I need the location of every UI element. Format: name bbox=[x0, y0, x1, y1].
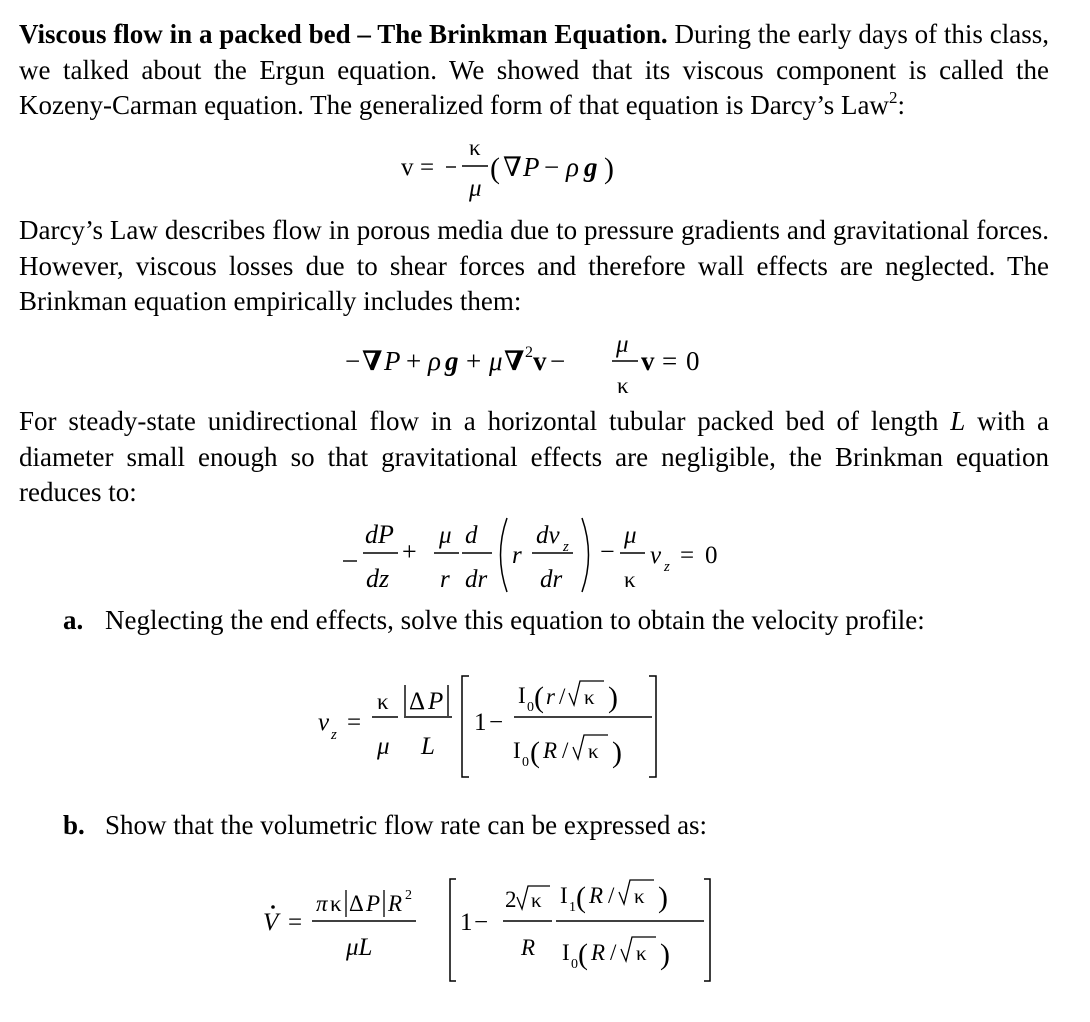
svg-text:∇: ∇ bbox=[362, 346, 383, 376]
svg-text:dr: dr bbox=[540, 566, 563, 593]
svg-text:=: = bbox=[680, 542, 695, 569]
svg-text:g: g bbox=[584, 152, 598, 182]
darcy-paragraph: Darcy’s Law describes flow in porous media due to pressure gradients and gravitational forces. However, viscous losses due to shear forces and therefore wall effects are neglected. The Brinkman equation empirically includes them: bbox=[19, 215, 1049, 316]
svg-text:2: 2 bbox=[405, 888, 412, 903]
svg-text:1: 1 bbox=[474, 709, 487, 736]
svg-text:d: d bbox=[465, 522, 478, 549]
svg-text:∇: ∇ bbox=[503, 152, 522, 182]
svg-text:I: I bbox=[560, 883, 568, 908]
svg-text:(: ( bbox=[534, 681, 544, 714]
part-a-label: a. bbox=[63, 605, 84, 635]
svg-text:0: 0 bbox=[686, 346, 700, 376]
svg-text:dr: dr bbox=[465, 566, 488, 593]
svg-text:−: − bbox=[600, 537, 615, 566]
svg-text:dP: dP bbox=[365, 520, 394, 549]
svg-text:v: v bbox=[533, 346, 547, 376]
svg-text:(: ( bbox=[490, 152, 500, 185]
svg-text:(: ( bbox=[578, 938, 588, 971]
svg-text:μ: μ bbox=[616, 331, 629, 358]
svg-text:−: − bbox=[550, 346, 566, 376]
svg-text:v: v bbox=[650, 542, 662, 569]
svg-text:μ: μ bbox=[489, 346, 503, 376]
svg-text:r: r bbox=[440, 566, 450, 593]
svg-text:Δ: Δ bbox=[349, 891, 364, 916]
svg-text:): ) bbox=[612, 736, 622, 769]
svg-text:v: v bbox=[641, 346, 655, 376]
svg-text:): ) bbox=[608, 681, 618, 714]
svg-text:κ: κ bbox=[588, 739, 599, 763]
svg-text:+: + bbox=[402, 537, 417, 566]
footnote-mark: 2 bbox=[888, 88, 898, 107]
svg-text:0: 0 bbox=[571, 957, 578, 972]
svg-text:+: + bbox=[406, 346, 422, 376]
svg-text:P: P bbox=[523, 152, 540, 182]
svg-text:/: / bbox=[610, 940, 617, 965]
svg-text:1: 1 bbox=[569, 900, 576, 915]
svg-text:κ: κ bbox=[330, 891, 342, 916]
svg-text:dv: dv bbox=[536, 522, 560, 549]
svg-text:=: = bbox=[420, 154, 435, 181]
svg-text:R: R bbox=[388, 891, 403, 916]
svg-text:P: P bbox=[428, 688, 444, 715]
svg-text:P: P bbox=[384, 346, 401, 376]
svg-text:κ: κ bbox=[584, 685, 595, 709]
svg-text:κ: κ bbox=[531, 888, 542, 912]
svg-text:): ) bbox=[660, 938, 670, 971]
svg-text:I: I bbox=[562, 940, 570, 965]
svg-text:+: + bbox=[466, 346, 482, 376]
svg-text:z: z bbox=[563, 539, 569, 555]
reduction-text-before: For steady-state unidirectional flow in a horizontal tubular packed bed of length bbox=[19, 406, 951, 436]
svg-text:R: R bbox=[591, 940, 606, 965]
svg-text:(: ( bbox=[530, 736, 540, 769]
svg-text:): ) bbox=[658, 881, 668, 914]
svg-text:0: 0 bbox=[705, 542, 718, 569]
svg-text:=: = bbox=[662, 346, 678, 376]
svg-text:/: / bbox=[608, 883, 615, 908]
svg-text:μ: μ bbox=[624, 522, 637, 549]
svg-text:Δ: Δ bbox=[409, 688, 426, 715]
svg-text:P: P bbox=[366, 891, 381, 916]
reduction-text-after: with a diameter small enough so that gravitational effects are negligible, the Brinkman equation reduces to: bbox=[19, 406, 1049, 507]
svg-text:κ: κ bbox=[377, 689, 389, 714]
svg-text:dz: dz bbox=[366, 564, 390, 593]
part-b-text: Show that the volumetric flow rate can be expressed as: bbox=[105, 810, 708, 840]
svg-text:V: V bbox=[263, 909, 279, 936]
svg-text:μL: μL bbox=[346, 934, 373, 961]
svg-text:z: z bbox=[331, 727, 337, 743]
svg-text:π: π bbox=[316, 891, 328, 916]
part-a-text: Neglecting the end effects, solve this equation to obtain the velocity profile: bbox=[105, 605, 925, 635]
svg-text:−: − bbox=[544, 152, 560, 182]
svg-text:/: / bbox=[562, 738, 569, 763]
svg-text:r: r bbox=[512, 542, 522, 569]
intro-text-line1: During the early days of this bbox=[667, 19, 983, 49]
svg-text:κ: κ bbox=[617, 373, 629, 398]
svg-text:μ: μ bbox=[469, 175, 482, 202]
svg-text:2: 2 bbox=[525, 344, 533, 361]
svg-text:0: 0 bbox=[527, 700, 534, 715]
svg-text:−: − bbox=[489, 709, 504, 736]
svg-text:v: v bbox=[401, 154, 414, 181]
svg-text:r: r bbox=[546, 684, 555, 709]
svg-text:v: v bbox=[318, 709, 330, 736]
svg-text:g: g bbox=[445, 346, 459, 376]
svg-text:ρ: ρ bbox=[428, 346, 441, 376]
problem-title: Viscous flow in a packed bed – The Brinkman Equation. bbox=[19, 19, 668, 49]
svg-text:R: R bbox=[589, 883, 604, 908]
intro-text-end: : bbox=[897, 90, 905, 120]
svg-text:κ: κ bbox=[624, 567, 636, 592]
svg-text:κ: κ bbox=[469, 135, 481, 160]
svg-text:R: R bbox=[521, 935, 536, 960]
svg-text:L: L bbox=[421, 733, 435, 760]
svg-text:ρ: ρ bbox=[566, 152, 579, 182]
svg-text:1: 1 bbox=[460, 909, 473, 936]
svg-text:∇: ∇ bbox=[504, 346, 525, 376]
intro-text-rest: class, we talked about the Ergun equation. We showed that its viscous component is called the Kozeny-Carman equation. The generalized form of that equation is Darcy’s Law bbox=[19, 19, 1049, 120]
svg-text:κ: κ bbox=[634, 884, 645, 908]
svg-text:R: R bbox=[543, 738, 558, 763]
length-variable: L bbox=[950, 406, 966, 436]
svg-text:I: I bbox=[518, 683, 526, 708]
svg-text:2: 2 bbox=[505, 887, 517, 912]
svg-text:=: = bbox=[347, 709, 362, 736]
svg-text:−: − bbox=[345, 346, 361, 376]
svg-text:): ) bbox=[604, 152, 614, 185]
svg-text:0: 0 bbox=[522, 755, 529, 770]
part-b-label: b. bbox=[63, 810, 85, 840]
svg-text:/: / bbox=[559, 684, 566, 709]
svg-text:(: ( bbox=[576, 881, 586, 914]
svg-text:=: = bbox=[288, 909, 303, 936]
svg-text:κ: κ bbox=[636, 941, 647, 965]
svg-text:μ: μ bbox=[439, 522, 452, 549]
svg-text:z: z bbox=[664, 559, 670, 575]
svg-text:I: I bbox=[513, 738, 521, 763]
svg-text:μ: μ bbox=[377, 733, 390, 760]
svg-text:−: − bbox=[474, 909, 489, 936]
